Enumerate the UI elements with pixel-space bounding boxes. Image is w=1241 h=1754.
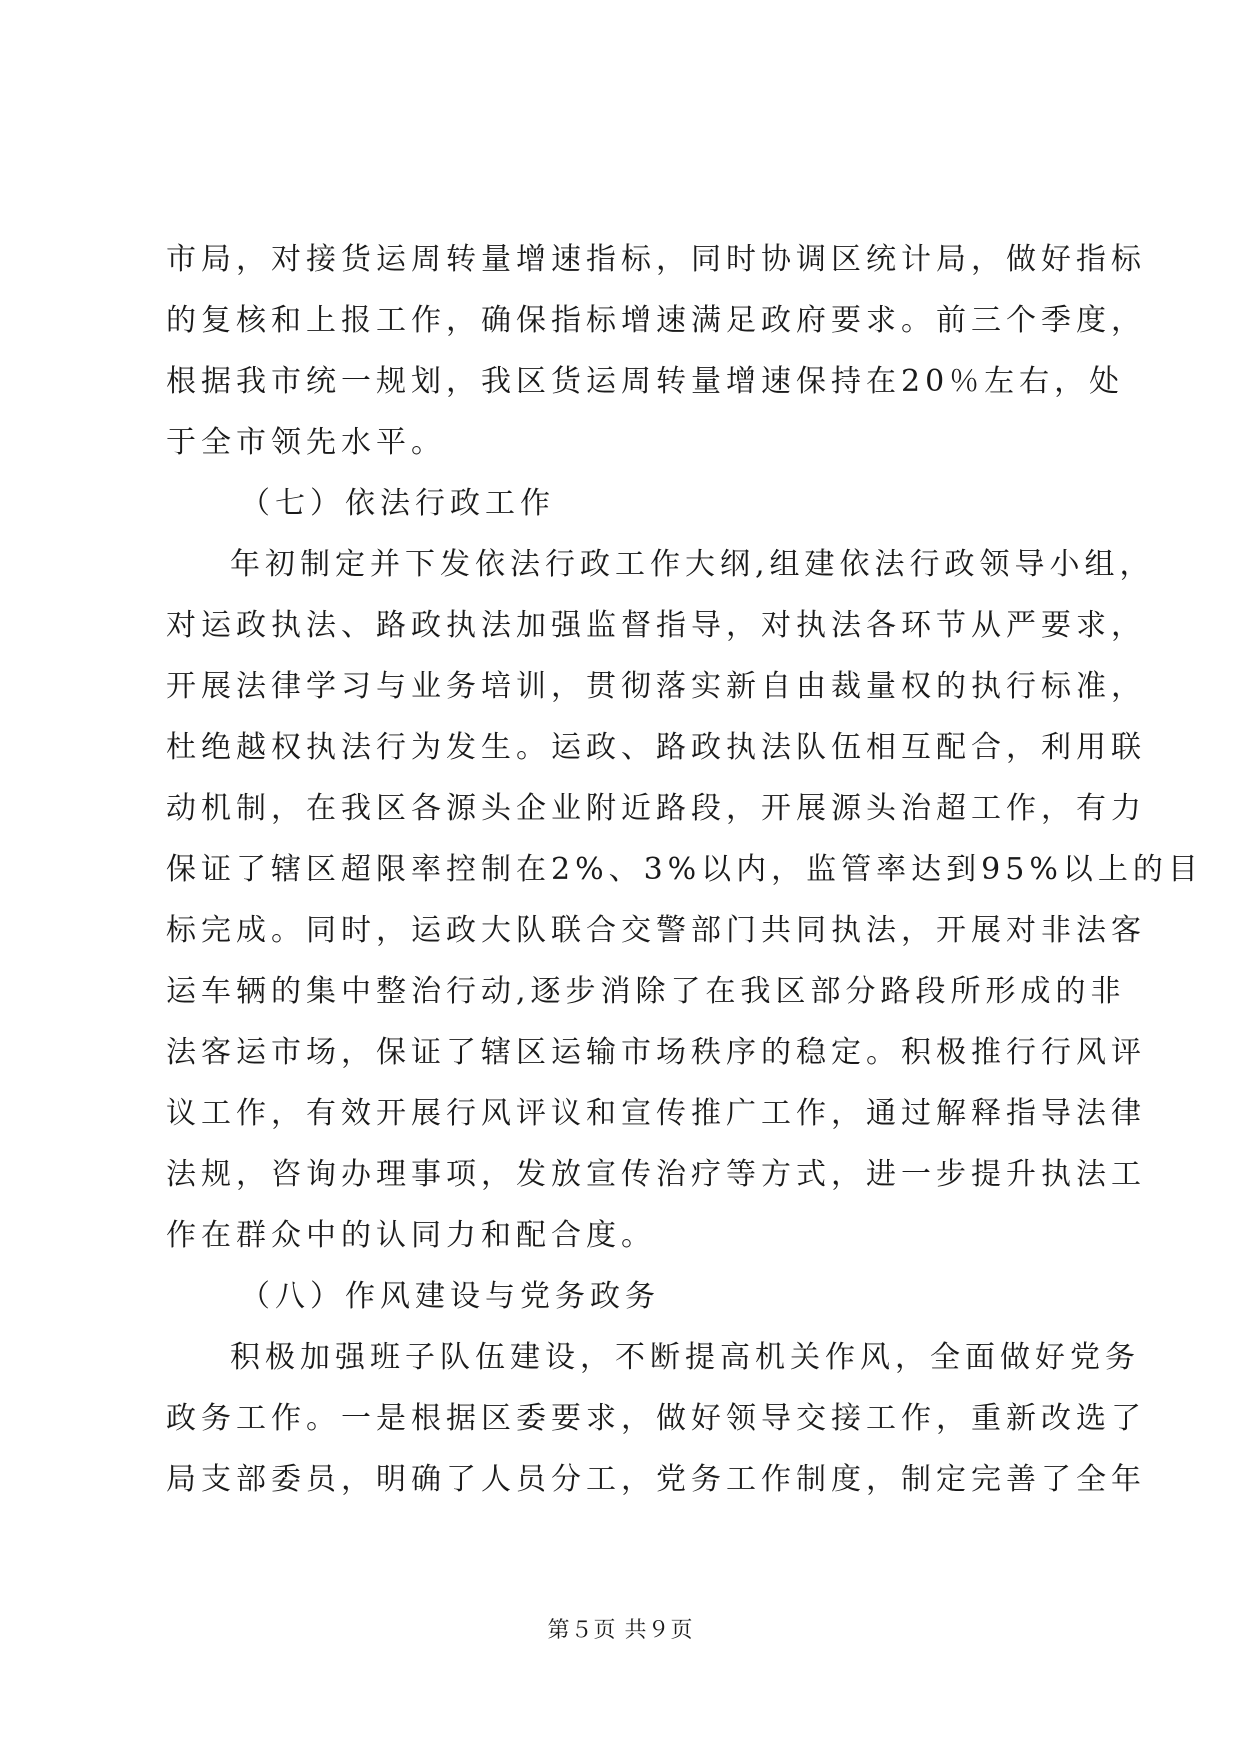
text-line: 法规，咨询办理事项，发放宣传治疗等方式，进一步提升执法工 — [166, 1157, 1146, 1192]
text-line: 对运政执法、路政执法加强监督指导，对执法各环节从严要求， — [166, 608, 1146, 643]
text-line: 政务工作。一是根据区委要求，做好领导交接工作，重新改选了 — [166, 1401, 1146, 1436]
text-line: 动机制，在我区各源头企业附近路段，开展源头治超工作，有力 — [166, 791, 1146, 826]
text-line: 杜绝越权执法行为发生。运政、路政执法队伍相互配合，利用联 — [166, 730, 1146, 765]
text-line: 法客运市场，保证了辖区运输市场秩序的稳定。积极推行行风评 — [166, 1035, 1146, 1070]
text-line: 作在群众中的认同力和配合度。 — [166, 1218, 656, 1253]
section-heading: （八）作风建设与党务政务 — [240, 1279, 660, 1314]
text-line: 标完成。同时，运政大队联合交警部门共同执法，开展对非法客 — [166, 913, 1146, 948]
text-line: 根据我市统一规划，我区货运周转量增速保持在20％左右，处 — [166, 364, 1125, 399]
text-line: 积极加强班子队伍建设，不断提高机关作风，全面做好党务 — [230, 1340, 1140, 1375]
text-line: 的复核和上报工作，确保指标增速满足政府要求。前三个季度， — [166, 303, 1146, 338]
text-line: 年初制定并下发依法行政工作大纲,组建依法行政领导小组， — [230, 547, 1155, 582]
text-line: 开展法律学习与业务培训，贯彻落实新自由裁量权的执行标准， — [166, 669, 1146, 704]
text-line: 运车辆的集中整治行动,逐步消除了在我区部分路段所形成的非 — [166, 974, 1126, 1009]
text-line: 局支部委员，明确了人员分工，党务工作制度，制定完善了全年 — [166, 1462, 1146, 1497]
text-line: 保证了辖区超限率控制在2%、3%以内，监管率达到95%以上的目 — [166, 852, 1203, 887]
text-line: 市局，对接货运周转量增速指标，同时协调区统计局，做好指标 — [166, 242, 1146, 277]
section-heading: （七）依法行政工作 — [240, 486, 555, 521]
text-line: 议工作，有效开展行风评议和宣传推广工作，通过解释指导法律 — [166, 1096, 1146, 1131]
text-line: 于全市领先水平。 — [166, 425, 446, 460]
body-text — [166, 229, 1203, 1510]
page-number-footer: 第５页 共９页 — [547, 1618, 694, 1643]
